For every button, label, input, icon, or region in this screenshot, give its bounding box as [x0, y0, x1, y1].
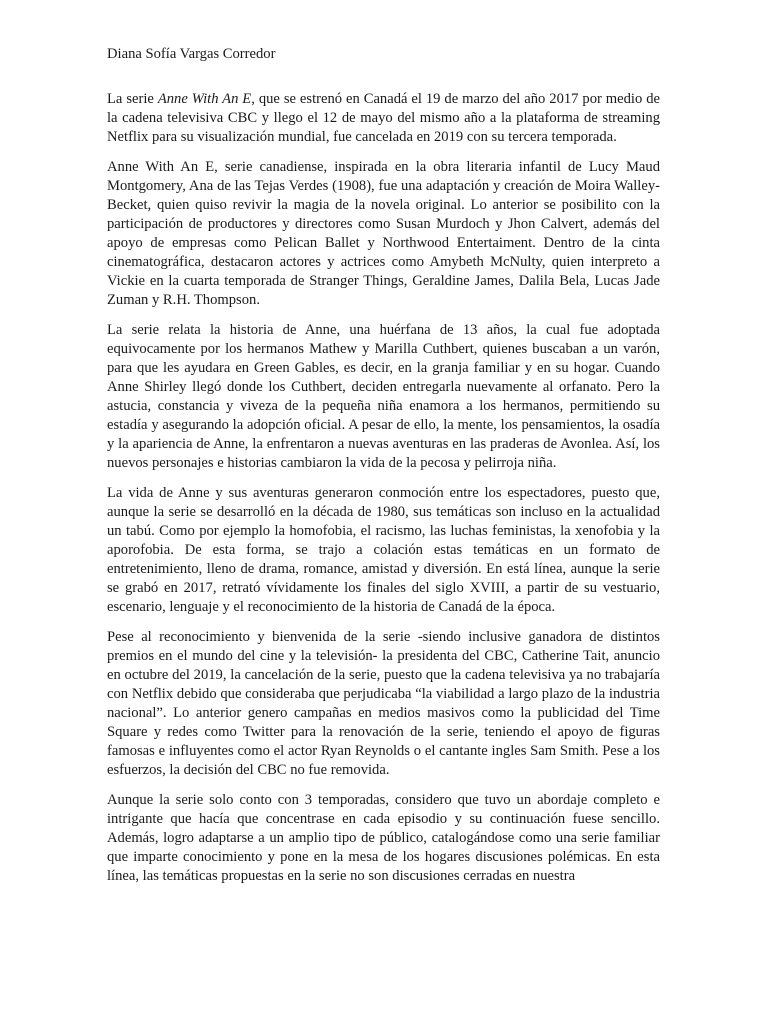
- series-title: Anne With An E: [157, 91, 252, 107]
- paragraph-opinion: Aunque la serie solo conto con 3 temporadas, considero que tuvo un abordaje completo e intrigante que hacía que concentrase en cada episodio y su continuación fuese sencillo. Además, logro adaptarse a un amplio tipo de público, catalogándose como una serie familiar que imparte conocimiento y pone en la mesa de los hogares discusiones polémicas. En esta línea, las temáticas propuestas en la serie no son discusiones cerradas en nuestra: [107, 792, 660, 884]
- author-name: Diana Sofía Vargas Corredor: [107, 46, 276, 62]
- intro-text-start: La serie: [107, 91, 158, 107]
- paragraph-intro: [107, 90, 660, 147]
- intro-text-end: , que se estrenó en Canadá el 19 de marzo del año 2017 por medio de la cadena televisiva CBC y llego el 12 de mayo del mismo año a la plataforma de streaming Netflix para su visualización mundial, fue cancelada en 2019 con su tercera temporada.: [107, 91, 660, 145]
- paragraph-cancellation: Pese al reconocimiento y bienvenida de la serie -siendo inclusive ganadora de distintos premios en el mundo del cine y la televisión- la presidenta del CBC, Catherine Tait, anuncio en octubre del 2019, la cancelación de la serie, puesto que la cadena televisiva ya no trabajaría con Netflix debido que consideraba que perjudicaba “la viabilidad a largo plazo de la industria nacional”. Lo anterior genero campañas en medios masivos como la publicidad del Time Square y redes como Twitter para la renovación de la serie, teniendo el apoyo de figuras famosas e influyentes como el actor Ryan Reynolds o el cantante ingles Sam Smith. Pese a los esfuerzos, la decisión del CBC no fue removida.: [107, 629, 660, 778]
- paragraph-themes: La vida de Anne y sus aventuras generaron conmoción entre los espectadores, puesto que, aunque la serie se desarrolló en la década de 1980, sus temáticas son incluso en la actualidad un tabú. Como por ejemplo la homofobia, el racismo, las luchas feministas, la xenofobia y la aporofobia. De esta forma, se trajo a colación estas temáticas en un formato de entretenimiento, lleno de drama, romance, amistad y diversión. En está línea, aunque la serie se grabó en 2017, retrató vívidamente los finales del siglo XVIII, a partir de su vestuario, escenario, lenguaje y el reconocimiento de la historia de Canadá de la época.: [107, 485, 660, 615]
- document-page: [107, 45, 660, 897]
- paragraph-plot: La serie relata la historia de Anne, una huérfana de 13 años, la cual fue adoptada equivocamente por los hermanos Mathew y Marilla Cuthbert, quienes buscaban a un varón, para que les ayudara en Green Gables, es decir, en la granja familiar y en su hogar. Cuando Anne Shirley llegó donde los Cuthbert, deciden entregarla nuevamente al orfanato. Pero la astucia, constancia y viveza de la pequeña niña enamora a los hermanos, permitiendo su estadía y asegurando la adopción oficial. A pesar de ello, la mente, los pensamientos, la osadía y la apariencia de Anne, la enfrentaron a nuevas aventuras en las praderas de Avonlea. Así, los nuevos personajes e historias cambiaron la vida de la pecosa y pelirroja niña.: [107, 322, 660, 471]
- paragraph-adaptation: Anne With An E, serie canadiense, inspirada en la obra literaria infantil de Lucy Maud Montgomery, Ana de las Tejas Verdes (1908), fue una adaptación y creación de Moira Walley-Becket, quien quiso revivir la magia de la novela original. Lo anterior se posibilito con la participación de productores y directores como Susan Murdoch y Jhon Calvert, además del apoyo de empresas como Pelican Ballet y Northwood Entertaiment. Dentro de la cinta cinematográfica, destacaron actores y actrices como Amybeth McNulty, quien interpreto a Vickie en la cuarta temporada de Stranger Things, Geraldine James, Dalila Bela, Lucas Jade Zuman y R.H. Thompson.: [107, 159, 660, 308]
